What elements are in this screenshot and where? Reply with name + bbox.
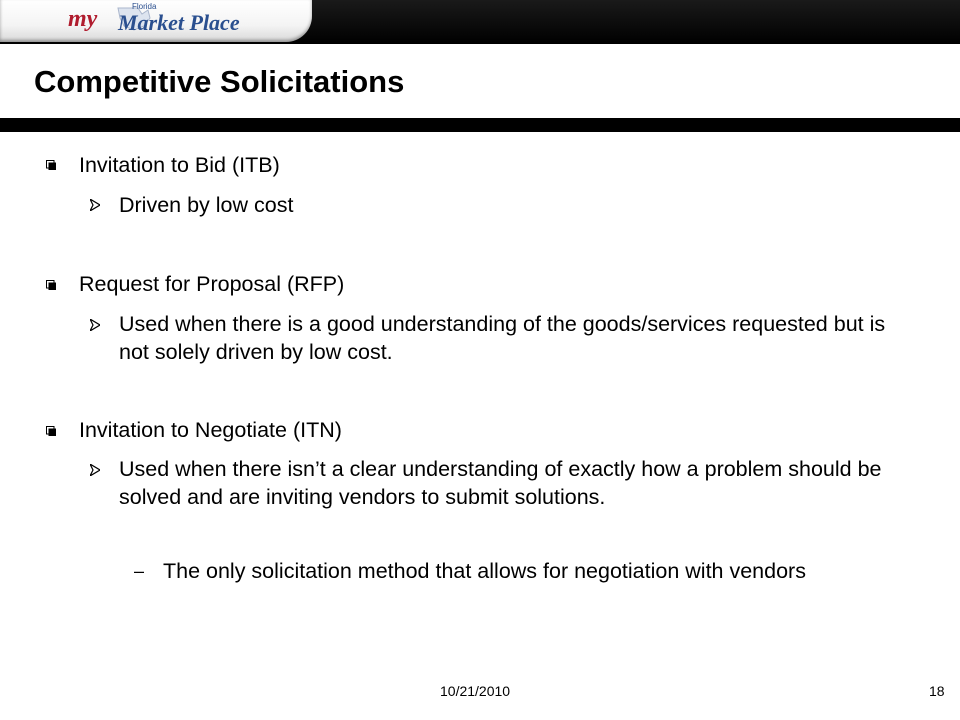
checkbox-bullet-icon — [46, 160, 56, 170]
bullet-itb: Invitation to Bid (ITB) — [79, 153, 280, 177]
logo-name: Market Place — [118, 10, 240, 35]
footer-date: 10/21/2010 — [440, 683, 511, 699]
dash-bullet-icon: – — [134, 561, 145, 581]
bullet-rfp-detail: Used when there is a good understanding of the goods/services requested but is not solely driven by low cost. — [119, 312, 886, 364]
slide-number: 18 — [929, 683, 945, 699]
logo-prefix: my — [68, 6, 98, 32]
arrow-bullet-icon — [90, 199, 100, 211]
logo-tab — [0, 0, 312, 42]
bullet-itn-note: The only solicitation method that allows for negotiation with vendors — [163, 559, 806, 583]
myflorida-marketplace-logo — [60, 0, 260, 42]
checkbox-bullet-icon — [46, 426, 56, 436]
checkbox-bullet-icon — [46, 280, 56, 290]
arrow-bullet-icon — [90, 464, 100, 476]
slide-title: Competitive Solicitations — [34, 64, 405, 99]
title-rule — [0, 118, 960, 132]
bullet-rfp: Request for Proposal (RFP) — [79, 272, 345, 296]
arrow-bullet-icon — [90, 319, 100, 331]
logo-superscript: Florida — [132, 2, 157, 11]
bullet-itn-detail: Used when there isn’t a clear understanding of exactly how a problem should be solved and are inviting vendors to submit solutions. — [119, 457, 882, 509]
bullet-itn: Invitation to Negotiate (ITN) — [79, 418, 342, 442]
bullet-itb-detail: Driven by low cost — [119, 193, 294, 217]
